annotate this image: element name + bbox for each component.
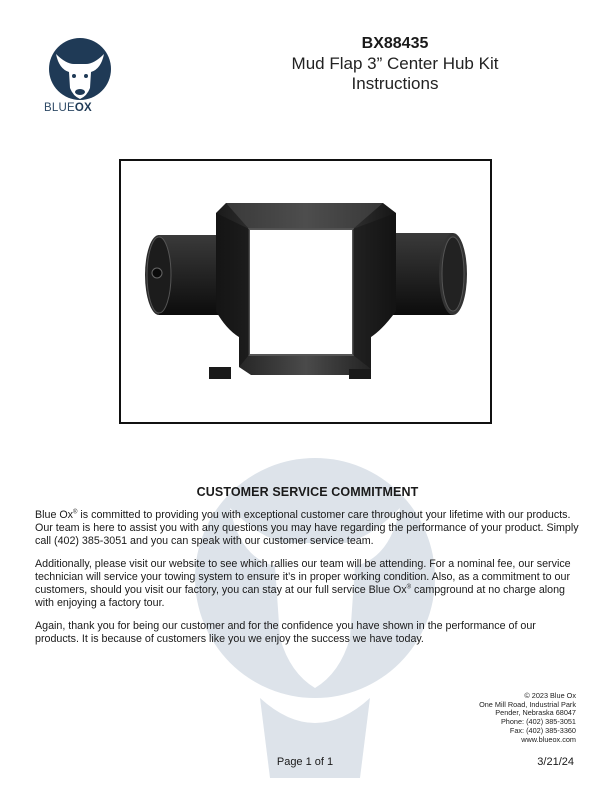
commitment-paragraph-1 (35, 509, 580, 548)
registered-mark: ® (73, 509, 78, 516)
paragraph-1-text: is committed to providing you with exceptional customer care throughout your lifetime with our products. Our team is here to assist you with any questions you may have regarding the performance of your product. Simply call (402) 385-3051 and you can speak with our customer service team. (35, 509, 579, 547)
company-address (376, 692, 576, 744)
commitment-paragraph-3: Again, thank you for being our customer and for the confidence you have shown in the performance of our products. It is because of customers like you we enjoy the success we have today. (35, 620, 536, 645)
brand-word-ox: OX (74, 102, 92, 114)
city-line: Pender, Nebraska 68047 (495, 708, 576, 718)
page-number: Page 1 of 1 (276, 756, 334, 768)
part-number: BX88435 (361, 35, 429, 52)
phone-line: Phone: (402) 385-3051 (500, 717, 576, 727)
product-image-frame (119, 159, 492, 424)
brand-word-blue: BLUE (44, 102, 75, 114)
customer-service-commitment (35, 486, 580, 656)
document-header (250, 34, 540, 94)
brand-wordmark (44, 102, 124, 114)
website-line: www.blueox.com (521, 734, 576, 744)
product-name: Mud Flap 3” Center Hub Kit (291, 54, 499, 73)
street-line: One Mill Road, Industrial Park (479, 699, 576, 709)
commitment-paragraph-2 (35, 558, 580, 610)
brand-name: Blue Ox (35, 509, 74, 521)
commitment-heading: CUSTOMER SERVICE COMMITMENT (196, 485, 419, 499)
revision-date: 3/21/24 (537, 756, 574, 768)
paragraph-2-text: Additionally, please visit our website to see which rallies our team will be attending. For a nominal fee, our service technician will service your towing system to ensure it’s in proper working condition. Also, as a commitment to our customers, should you visit our factory, you can stay at our full service Blue Ox (35, 558, 571, 596)
center-hub-bracket-icon (121, 161, 490, 422)
registered-mark: ® (406, 584, 412, 591)
copyright-line: © 2023 Blue Ox (524, 691, 576, 700)
fax-line: Fax: (402) 385-3360 (509, 725, 576, 735)
document-type: Instructions (351, 74, 439, 93)
paragraph-2-text-end: campground at no charge along with enjoying a factory tour. (35, 584, 565, 609)
